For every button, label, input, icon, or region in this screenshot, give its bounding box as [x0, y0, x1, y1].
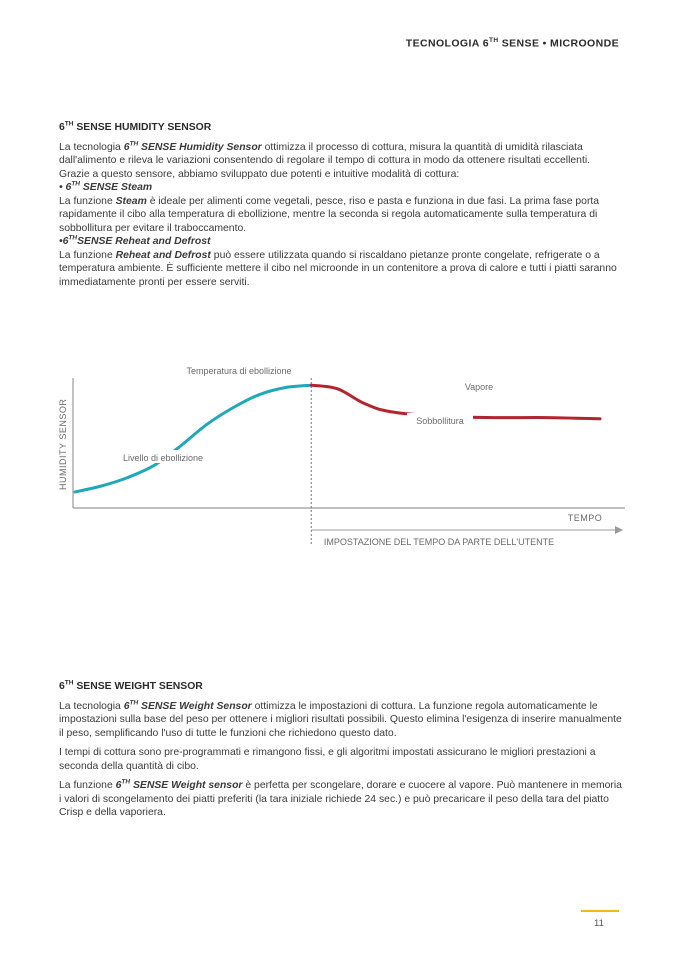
- boiling-curve: [75, 385, 311, 492]
- weight-sensor-title: 6TH SENSE WEIGHT SENSOR: [59, 679, 203, 692]
- weight-sensor-section: [59, 680, 624, 820]
- y-axis-label: HUMIDITY SENSOR: [58, 398, 68, 490]
- humidity-chart: [55, 358, 625, 548]
- reheat-mode-title: •6THSENSE Reheat and Defrost: [59, 234, 211, 247]
- annotation-simmer: Sobbollitura: [416, 416, 464, 426]
- annotation-boiling-level: Livello di ebollizione: [122, 453, 204, 463]
- annotation-vapor: Vapore: [464, 382, 494, 392]
- humidity-sensor-title: 6TH SENSE HUMIDITY SENSOR: [59, 120, 212, 133]
- running-header: TECNOLOGIA 6TH SENSE • MICROONDE: [405, 37, 619, 50]
- reheat-mode-paragraph: La funzione Reheat and Defrost può essere utilizzata quando si riscaldano pietanze pronte congelate, refrigerate o a temperatura ambiente. È sufficiente mettere il cibo nel microonde in un contenitore a prova di calore e tutti i piatti saranno immediatamente pronti per essere serviti.: [59, 249, 617, 288]
- humidity-modes-paragraph: Grazie a questo sensore, abbiamo sviluppato due potenti e intuitive modalità di cottura:: [59, 168, 460, 180]
- page-number: 11: [594, 918, 604, 929]
- annotation-boiling-temp: Temperatura di ebollizione: [186, 366, 292, 376]
- annotation-user-time: IMPOSTAZIONE DEL TEMPO DA PARTE DELL'UTENTE: [323, 537, 555, 547]
- user-time-arrowhead: [615, 526, 623, 534]
- footer-accent-line: [581, 910, 619, 912]
- steam-mode-title: • 6TH SENSE Steam: [59, 180, 153, 193]
- x-axis-label: TEMPO: [567, 513, 603, 523]
- steam-mode-paragraph: La funzione Steam è ideale per alimenti come vegetali, pesce, riso e pasta e funziona in due fasi. La prima fase porta rapidamente il cibo alla temperatura di ebollizione, mentre la seconda si regola automaticamente sulla temperatura di sobbollitura per evitare il traboccamento.: [59, 195, 600, 234]
- humidity-sensor-section: [59, 121, 624, 289]
- weight-intro-paragraph: La tecnologia 6TH SENSE Weight Sensor ottimizza le impostazioni di cottura. La funzione regola automaticamente le impostazioni sulla base del peso per ottenere i migliori risultati possibili. Questo elimina l'esigenza di inserire manualmente il peso, semplificando l'uso di tutte le funzioni che richiedono questo dato.: [59, 699, 622, 739]
- weight-timing-paragraph: I tempi di cottura sono pre-programmati e rimangono fissi, e gli algoritmi impostati assicurano le migliori prestazioni a seconda della quantità di cibo.: [59, 747, 596, 772]
- weight-function-paragraph: La funzione 6TH SENSE Weight sensor è perfetta per scongelare, dorare e cuocere al vapore. Può mantenere in memoria i valori di scongelamento dei piatti preferiti (la tara iniziale richiede 24 sec.) e può precaricare il peso della tara del piatto Crisp e della vaporiera.: [59, 778, 622, 818]
- humidity-intro-paragraph: La tecnologia 6TH SENSE Humidity Sensor ottimizza il processo di cottura, misura la quantità di umidità rilasciata dall'alimento e rileva le variazioni consentendo di regolare il tempo di cottura in modo da ottenere risultati eccellenti.: [59, 140, 591, 166]
